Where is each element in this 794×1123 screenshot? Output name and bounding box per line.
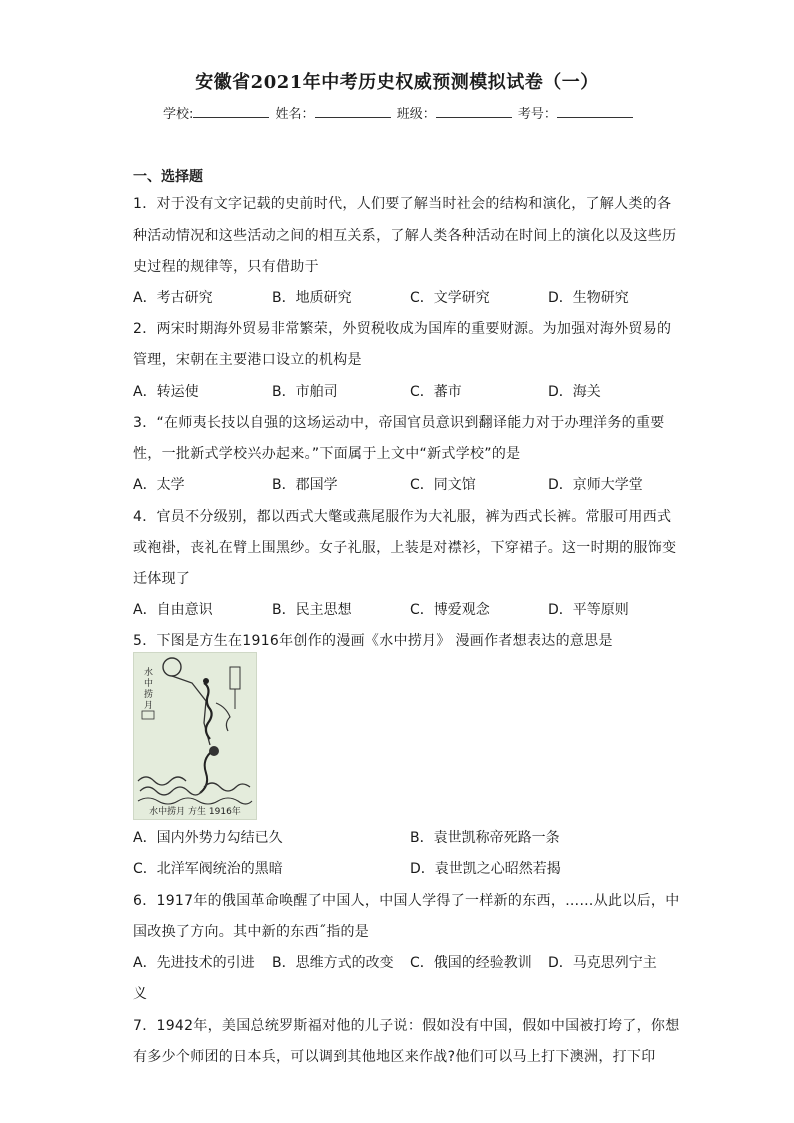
question-1-option-d[interactable]: D．生物研究 [548, 290, 629, 306]
question-4-option-a[interactable]: A．自由意识 [133, 602, 213, 618]
question-1-line-2: 种活动情况和这些活动之间的相互关系，了解人类各种活动在时间上的演化以及这些历 [133, 228, 677, 244]
sign-board [230, 667, 240, 689]
cliff-edge [216, 703, 230, 731]
question-4-option-b[interactable]: B．民主思想 [272, 602, 352, 618]
question-6-option-a[interactable]: A．先进技术的引进 [133, 955, 255, 971]
rope-line [172, 676, 210, 745]
question-4-option-d[interactable]: D．平等原则 [548, 602, 629, 618]
cartoon-fishing-moon-image [133, 652, 257, 820]
figure-legs [200, 753, 210, 793]
seal-stamp [142, 711, 154, 719]
question-2-option-c[interactable]: C．蕃市 [410, 384, 462, 400]
question-5-option-a[interactable]: A．国内外势力勾结已久 [133, 830, 283, 846]
wave-1 [138, 777, 186, 785]
moon-icon [163, 658, 181, 676]
name-blank[interactable] [315, 104, 391, 118]
question-5-option-d[interactable]: D．袁世凯之心昭然若揭 [410, 861, 561, 877]
vertical-title-char-1: 水 [144, 668, 154, 678]
question-3-option-a[interactable]: A．太学 [133, 477, 185, 493]
question-3-line-1: 3．“在师夷长技以自强的这场运动中，帝国官员意识到翻译能力对于办理洋务的重要 [133, 415, 665, 431]
figure-body [209, 746, 219, 756]
section-title: 一、选择题 [133, 169, 203, 185]
question-7-line-1: 7．1942年，美国总统罗斯福对他的儿子说：假如没有中国，假如中国被打垮了，你想 [133, 1018, 680, 1034]
question-3-option-c[interactable]: C．同文馆 [410, 477, 476, 493]
question-4-option-c[interactable]: C．博爱观念 [410, 602, 490, 618]
exam-title: 安徽省2021年中考历史权威预测模拟试卷（一） [195, 72, 599, 93]
exam-number-blank[interactable] [557, 104, 633, 118]
school-label: 学校: [163, 107, 194, 122]
question-5-option-c[interactable]: C．北洋军阀统治的黑暗 [133, 861, 283, 877]
cartoon-caption: 水中捞月 方生 1916年 [149, 807, 241, 817]
question-2-line-1: 2．两宋时期海外贸易非常繁荣，外贸税收成为国库的重要财源。为加强对海外贸易的 [133, 321, 672, 337]
question-6-option-c[interactable]: C．俄国的经验教训 [410, 955, 532, 971]
exam-number-label: 考号： [517, 107, 557, 122]
question-1-option-a[interactable]: A．考古研究 [133, 290, 213, 306]
question-6-line-2: 国改换了方向。其中新的东西˝指的是 [133, 924, 370, 940]
question-2-option-a[interactable]: A．转运使 [133, 384, 199, 400]
vertical-title-char-4: 月 [144, 701, 154, 711]
wave-4 [138, 798, 252, 804]
question-6-option-b[interactable]: B．思维方式的改变 [272, 955, 394, 971]
question-6-option-d[interactable]: D．马克思列宁主 [548, 955, 657, 971]
wave-2 [140, 787, 202, 795]
question-3-line-2: 性，一批新式学校兴办起来。”下面属于上文中“新式学校”的是 [133, 446, 521, 462]
question-7-line-2: 有多少个师团的日本兵，可以调到其他地区来作战?他们可以马上打下澳洲，打下印 [133, 1049, 656, 1065]
question-1-option-c[interactable]: C．文学研究 [410, 290, 490, 306]
question-2-line-2: 管理，宋朝在主要港口设立的机构是 [133, 352, 362, 368]
question-6-line-1: 6．1917年的俄国革命唤醒了中国人，中国人学得了一样新的东西，……从此以后，中 [133, 893, 680, 909]
wave-3 [204, 783, 250, 791]
question-4-line-2: 或袍褂，丧礼在臂上围黑纱。女子礼服，上装是对襟衫，下穿裙子。这一时期的服饰变 [133, 540, 677, 556]
vertical-title-char-3: 捞 [144, 690, 154, 700]
class-blank[interactable] [436, 104, 512, 118]
question-5-line-1: 5．下图是方生在1916年创作的漫画《水中捞月》 漫画作者想表达的意思是 [133, 633, 613, 649]
question-3-option-d[interactable]: D．京师大学堂 [548, 477, 643, 493]
name-label: 姓名： [275, 107, 315, 122]
question-4-line-1: 4．官员不分级别，都以西式大氅或燕尾服作为大礼服，裤为西式长裤。常服可用西式 [133, 509, 672, 525]
question-1-option-b[interactable]: B．地质研究 [272, 290, 352, 306]
question-2-option-b[interactable]: B．市舶司 [272, 384, 338, 400]
question-6-option-d-wrap: 义 [133, 986, 147, 1002]
cartoon-drawing [134, 653, 256, 819]
student-info-row [163, 103, 635, 122]
question-1-line-1: 1．对于没有文字记载的史前时代，人们要了解当时社会的结构和演化，了解人类的各 [133, 196, 672, 212]
vertical-title-char-2: 中 [144, 679, 154, 689]
question-4-line-3: 迁体现了 [133, 571, 191, 587]
question-5-option-b[interactable]: B．袁世凯称帝死路一条 [410, 830, 560, 846]
class-label: 班级： [396, 107, 436, 122]
school-blank[interactable] [193, 104, 269, 118]
question-3-option-b[interactable]: B．郡国学 [272, 477, 338, 493]
figure-head [203, 678, 209, 684]
question-2-option-d[interactable]: D．海关 [548, 384, 601, 400]
question-1-line-3: 史过程的规律等，只有借助于 [133, 259, 319, 275]
